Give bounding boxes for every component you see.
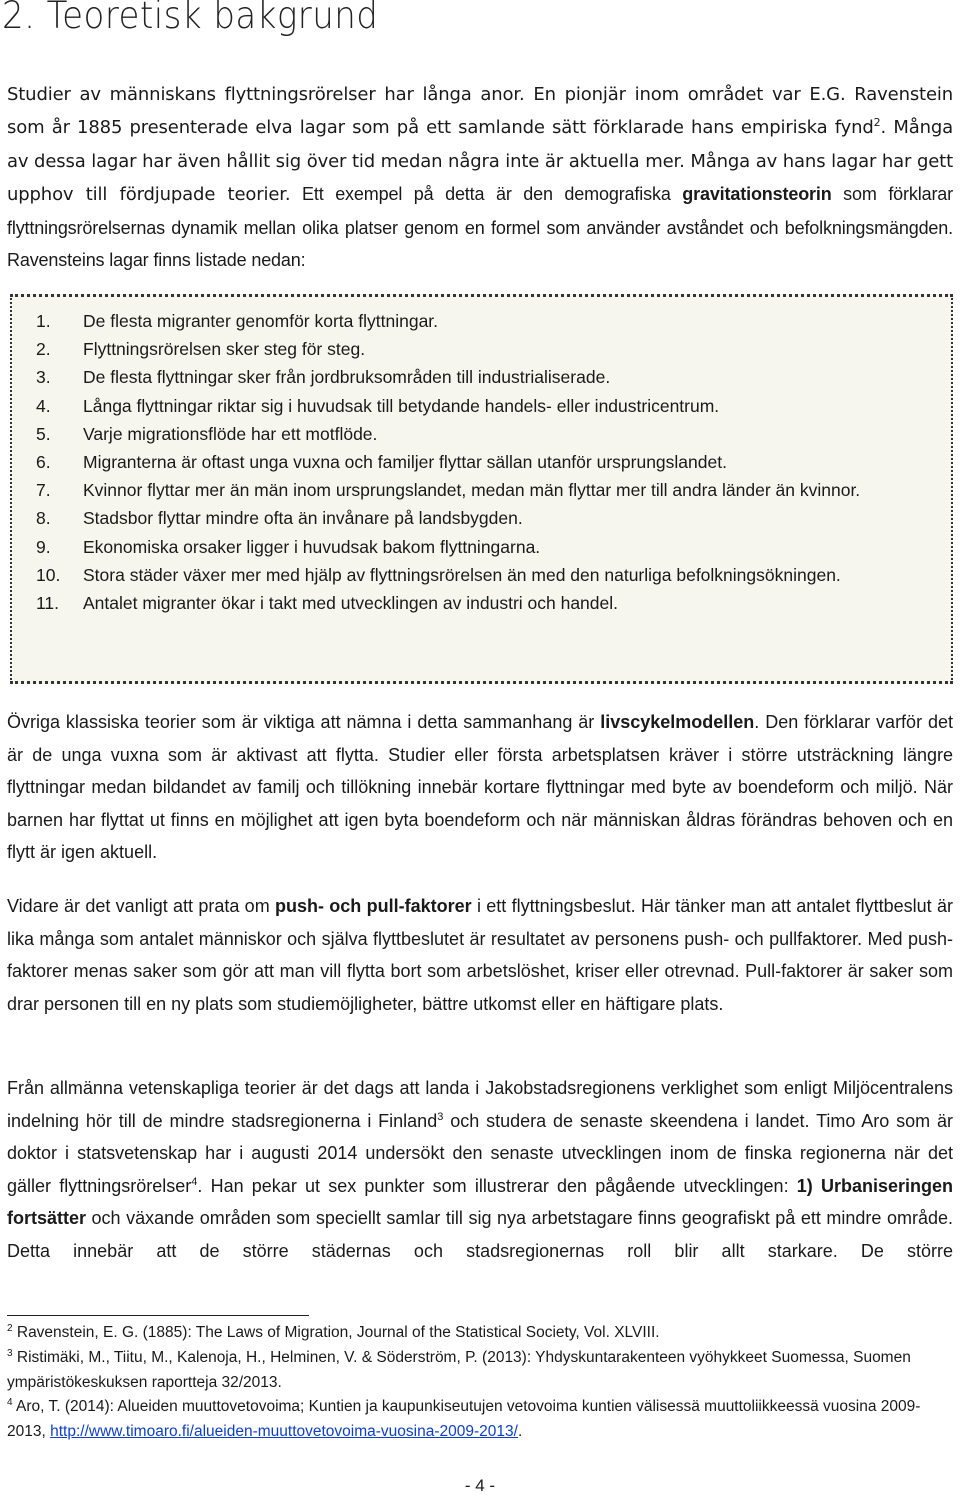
law-number: 1. bbox=[36, 311, 51, 331]
law-text: Flyttningsrörelsen sker steg för steg. bbox=[83, 339, 366, 360]
lifecycle-bold-term: livscykelmodellen bbox=[600, 712, 755, 732]
footnote-number: 2 bbox=[7, 1322, 13, 1334]
footnote-text: Aro, T. (2014): Alueiden muuttovetovoima; Kuntien ja kaupunkiseutujen vetovoima kuntien välisessä muuttoliikkeessä vuosina 2009-2013, bbox=[7, 1398, 921, 1441]
footnote-link[interactable]: http://www.timoaro.fi/alueiden-muuttovetovoima-vuosina-2009-2013/ bbox=[50, 1423, 518, 1441]
law-number: 11. bbox=[36, 593, 60, 614]
law-item bbox=[36, 335, 936, 363]
lifecycle-text-2: . Den förklarar varför det är de unga vuxna som är aktivast att flytta. Studier eller första arbetsplatsen kräver i större utsträckning längre flyttningar medan bildandet av familj och tillökning innebär kortare flyttningar med byte av boendeform och miljö. När barnen har flyttat ut finns en möjlighet att igen byta boendeform och när människan åldras förändras behoven och en flytt är igen aktuell. bbox=[7, 712, 953, 862]
intro-paragraph bbox=[7, 78, 953, 276]
law-text: Långa flyttningar riktar sig i huvudsak till betydande handels- eller industricentrum. bbox=[83, 395, 720, 416]
footnote-text: Ristimäki, M., Tiitu, M., Kalenoja, H., Helminen, V. & Söderström, P. (2013): Yhdyskuntarakenteen vyöhykkeet Suomessa, Suomen ympäristökeskuksen raportteja 32/2013. bbox=[7, 1348, 911, 1391]
law-item bbox=[36, 561, 936, 589]
pushpull-bold-term: push- och pull-faktorer bbox=[275, 896, 472, 916]
footnote-2 bbox=[7, 1321, 957, 1346]
footnote-4 bbox=[7, 1395, 957, 1445]
region-bold-term: 1) Urbaniseringen fortsätter bbox=[7, 1175, 953, 1228]
law-text: Kvinnor flyttar mer än män inom ursprungslandet, medan män flyttar mer till andra länder än kvinnor. bbox=[83, 480, 861, 501]
law-text: Migranterna är oftast unga vuxna och familjer flyttar sällan utanför ursprungslandet. bbox=[83, 452, 727, 473]
law-text: De flesta migranter genomför korta flyttningar. bbox=[83, 311, 439, 331]
region-text-4: och växande områden som speciellt samlar till sig nya arbetstagare finns geografiskt på ett mindre område. Detta innebär att de större städernas och stadsregionernas roll blir allt starkare. De större bbox=[7, 1208, 953, 1261]
section-heading: 2. Teoretisk bakgrund bbox=[2, 0, 379, 37]
law-text: De flesta flyttningar sker från jordbruksområden till industrialiserade. bbox=[83, 367, 611, 388]
law-number: 8. bbox=[36, 508, 51, 529]
intro-text-4: som förklarar flyttningsrörelsernas dynamik mellan olika platser genom en formel som använder avståndet och befolkningsmängden. Ravensteins lagar finns listade nedan: bbox=[7, 184, 953, 271]
law-number: 3. bbox=[36, 367, 51, 388]
region-text-3: . Han pekar ut sex punkter som illustrerar den pågående utvecklingen: bbox=[197, 1175, 797, 1196]
law-text: Antalet migranter ökar i takt med utvecklingen av industri och handel. bbox=[83, 593, 619, 614]
pushpull-text-2: i ett flyttningsbeslut. Här tänker man att antalet flyttbeslut är lika många som antalet människor och själva flyttbeslutet är resultatet av personens push- och pullfaktorer. Med push-faktorer menas saker som gör att man vill flytta bort som arbetslöshet, kriser eller otrevnad. Pull-faktorer är saker som drar personen till en ny plats som studiemöjligheter, bättre utkomst eller en häftigare plats. bbox=[7, 896, 953, 1014]
footnote-tail: . bbox=[517, 1423, 523, 1441]
lifecycle-text-1: Övriga klassiska teorier som är viktiga att nämna i detta sammanhang är bbox=[7, 712, 601, 732]
pushpull-paragraph bbox=[7, 890, 953, 1020]
law-text: Ekonomiska orsaker ligger i huvudsak bakom flyttningarna. bbox=[83, 536, 541, 557]
lifecycle-paragraph bbox=[7, 706, 953, 869]
footnote-3 bbox=[7, 1346, 957, 1396]
law-number: 4. bbox=[36, 395, 51, 416]
footnote-text: Ravenstein, E. G. (1885): The Laws of Migration, Journal of the Statistical Society, Vol. XLVIII. bbox=[12, 1324, 660, 1341]
footnote-number: 4 bbox=[7, 1397, 13, 1409]
intro-text-3: Ett exempel på detta är den demografiska bbox=[290, 184, 683, 205]
law-text: Varje migrationsflöde har ett motflöde. bbox=[83, 423, 378, 444]
law-item bbox=[36, 363, 936, 391]
law-number: 2. bbox=[36, 339, 51, 360]
footnote-ref-2[interactable]: 2 bbox=[873, 116, 881, 130]
law-number: 9. bbox=[36, 536, 51, 557]
footnote-ref-3[interactable]: 3 bbox=[437, 1110, 444, 1123]
region-text-2: och studera de senaste skeendena i landet. Timo Aro som är doktor i statsvetenskap har i augusti 2014 undersökt den senaste utvecklingen inom de finska regionerna när det gäller flyttningsrörelser bbox=[7, 1110, 953, 1196]
law-item bbox=[36, 307, 936, 335]
law-number: 10. bbox=[36, 564, 61, 585]
law-number: 5. bbox=[36, 423, 51, 444]
law-item bbox=[36, 448, 936, 476]
law-item bbox=[36, 476, 936, 504]
intro-bold-term: gravitationsteorin bbox=[682, 184, 832, 205]
footnote-separator bbox=[7, 1315, 309, 1316]
law-item bbox=[36, 420, 936, 448]
law-item bbox=[36, 504, 936, 532]
intro-text-2: . Många av dessa lagar har även hållit sig över tid medan några inte är aktuella mer. Många av hans lagar har gett upphov till fördjupade teorier. bbox=[7, 117, 953, 206]
law-item bbox=[36, 392, 936, 420]
intro-text-1: Studier av människans flyttningsrörelser har långa anor. En pionjär inom området var E.G. Ravenstein som år 1885 presenterade elva lagar som på ett samlande sätt förklarade hans empiriska fynd bbox=[7, 84, 953, 139]
law-text: Stora städer växer mer med hjälp av flyttningsrörelsen än med den naturliga befolkningsökningen. bbox=[83, 564, 841, 585]
laws-list bbox=[36, 307, 936, 617]
law-number: 6. bbox=[36, 452, 51, 473]
law-item bbox=[36, 589, 936, 617]
footnote-number: 3 bbox=[7, 1347, 13, 1359]
footnote-ref-4[interactable]: 4 bbox=[191, 1175, 198, 1188]
footnotes bbox=[7, 1321, 957, 1445]
region-paragraph bbox=[7, 1072, 953, 1267]
page-number: - 4 - bbox=[464, 1476, 496, 1495]
law-number: 7. bbox=[36, 480, 51, 501]
pushpull-text-1: Vidare är det vanligt att prata om bbox=[7, 896, 275, 916]
law-item bbox=[36, 533, 936, 561]
region-text-1: Från allmänna vetenskapliga teorier är det dags att landa i Jakobstadsregionens verklighet som enligt Miljöcentralens indelning hör till de mindre stadsregionerna i Finland bbox=[7, 1078, 953, 1131]
law-text: Stadsbor flyttar mindre ofta än invånare på landsbygden. bbox=[83, 508, 523, 529]
